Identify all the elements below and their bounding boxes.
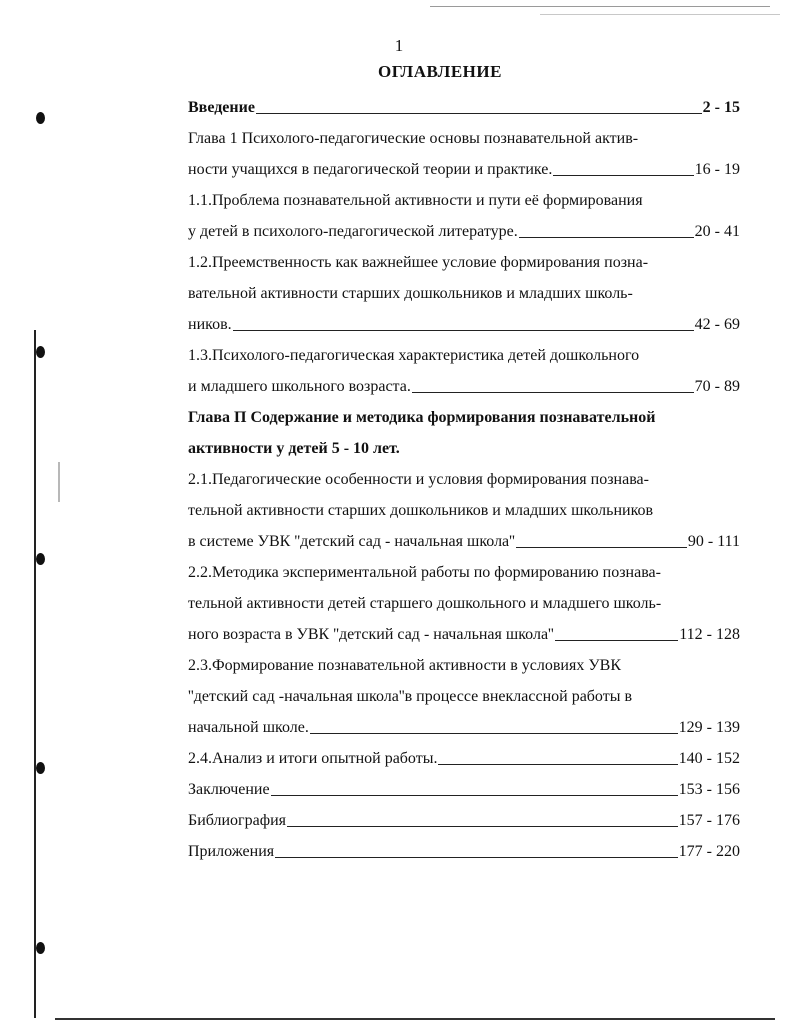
toc-entry xyxy=(188,371,740,402)
toc-leader-line xyxy=(275,841,678,858)
toc-entry xyxy=(188,557,740,588)
toc-entry xyxy=(188,340,740,371)
toc-entry xyxy=(188,92,740,123)
toc-leader-line xyxy=(438,748,677,765)
toc-page-range: 177 - 220 xyxy=(678,843,740,860)
toc-page-range: 153 - 156 xyxy=(678,781,740,798)
toc-entry-text: у детей в психолого-педагогической литературе. xyxy=(188,223,518,240)
binder-hole-mark xyxy=(36,942,45,954)
toc-entry xyxy=(188,185,740,216)
toc-leader-line xyxy=(412,376,694,393)
binder-hole-mark xyxy=(36,762,45,774)
scan-artifact-top-line-faint xyxy=(540,14,780,15)
toc-leader-line xyxy=(233,314,694,331)
binder-hole-mark xyxy=(36,346,45,358)
toc-entry-text: тельной активности старших дошкольников и младших школьников xyxy=(188,502,654,519)
toc-page-range: 20 - 41 xyxy=(694,223,740,240)
toc-entry xyxy=(188,836,740,867)
toc-leader-line xyxy=(553,159,693,176)
toc-entry xyxy=(188,588,740,619)
scan-artifact-margin-line xyxy=(34,330,36,1018)
toc-entry-text: Заключение xyxy=(188,781,270,798)
toc-entry-text: 2.3.Формирование познавательной активности в условиях УВК xyxy=(188,657,622,674)
toc-entry xyxy=(188,433,740,464)
toc-entry-text: ''детский сад -начальная школа''в процессе внеклассной работы в xyxy=(188,688,633,705)
toc-page-range: 2 - 15 xyxy=(702,99,740,116)
toc-page-range: 90 - 111 xyxy=(687,533,740,550)
toc-entry-text: ного возраста в УВК ''детский сад - начальная школа'' xyxy=(188,626,554,643)
toc-entry xyxy=(188,619,740,650)
toc-leader-line xyxy=(516,531,687,548)
scan-artifact-top-line xyxy=(430,6,770,7)
toc-leader-line xyxy=(287,810,678,827)
toc-page-range: 140 - 152 xyxy=(678,750,740,767)
toc-entry xyxy=(188,464,740,495)
toc-page-range: 70 - 89 xyxy=(694,378,740,395)
toc-entry xyxy=(188,402,740,433)
toc-entry-text: 2.2.Методика экспериментальной работы по формированию познава- xyxy=(188,564,661,581)
binder-hole-mark xyxy=(36,553,45,565)
toc-entry xyxy=(188,247,740,278)
toc-entry-text: Введение xyxy=(188,99,255,116)
toc-page-range: 16 - 19 xyxy=(694,161,740,178)
toc-entry-text: ников. xyxy=(188,316,232,333)
toc-entry xyxy=(188,123,740,154)
toc-entry-text: ности учащихся в педагогической теории и практике. xyxy=(188,161,553,178)
page-number: 1 xyxy=(394,36,404,55)
toc-entry-text: Глава П Содержание и методика формирования познавательной xyxy=(188,409,656,426)
toc-entry-text: Глава 1 Психолого-педагогические основы познавательной актив- xyxy=(188,130,639,147)
toc-entry xyxy=(188,774,740,805)
scan-artifact-smudge xyxy=(58,462,60,502)
toc-entry xyxy=(188,309,740,340)
toc-leader-line xyxy=(271,779,678,796)
toc-entry-text: тельной активности детей старшего дошкольного и младшего школь- xyxy=(188,595,662,612)
toc-entry xyxy=(188,805,740,836)
toc-entry xyxy=(188,712,740,743)
toc-entry-text: 1.1.Проблема познавательной активности и пути её формирования xyxy=(188,192,643,209)
toc-entry xyxy=(188,526,740,557)
toc-entry xyxy=(188,681,740,712)
toc-leader-line xyxy=(555,624,678,641)
binder-hole-mark xyxy=(36,112,45,124)
toc-entry-text: 1.3.Психолого-педагогическая характеристика детей дошкольного xyxy=(188,347,640,364)
toc-entry-text: в системе УВК ''детский сад - начальная школа'' xyxy=(188,533,515,550)
toc-entry xyxy=(188,154,740,185)
toc-title: ОГЛАВЛЕНИЕ xyxy=(378,62,502,81)
toc-entry-text: Приложения xyxy=(188,843,275,860)
toc-entry-text: 1.2.Преемственность как важнейшее условие формирования позна- xyxy=(188,254,649,271)
toc-leader-line xyxy=(256,97,702,114)
toc-entry xyxy=(188,216,740,247)
toc-entry xyxy=(188,743,740,774)
table-of-contents xyxy=(188,92,740,867)
toc-entry-text: и младшего школьного возраста. xyxy=(188,378,411,395)
toc-entry xyxy=(188,278,740,309)
toc-leader-line xyxy=(519,221,694,238)
toc-entry-text: активности у детей 5 - 10 лет. xyxy=(188,440,400,457)
toc-entry xyxy=(188,650,740,681)
toc-entry-text: начальной школе. xyxy=(188,719,309,736)
toc-entry-text: 2.1.Педагогические особенности и условия формирования познава- xyxy=(188,471,649,488)
toc-page-range: 157 - 176 xyxy=(678,812,740,829)
toc-leader-line xyxy=(310,717,678,734)
toc-page-range: 112 - 128 xyxy=(679,626,740,643)
toc-entry-text: 2.4.Анализ и итоги опытной работы. xyxy=(188,750,438,767)
toc-entry-text: вательной активности старших дошкольников и младших школь- xyxy=(188,285,633,302)
toc-page-range: 129 - 139 xyxy=(678,719,740,736)
toc-entry xyxy=(188,495,740,526)
toc-page-range: 42 - 69 xyxy=(694,316,740,333)
toc-entry-text: Библиография xyxy=(188,812,286,829)
scan-artifact-bottom-line xyxy=(55,1018,775,1020)
